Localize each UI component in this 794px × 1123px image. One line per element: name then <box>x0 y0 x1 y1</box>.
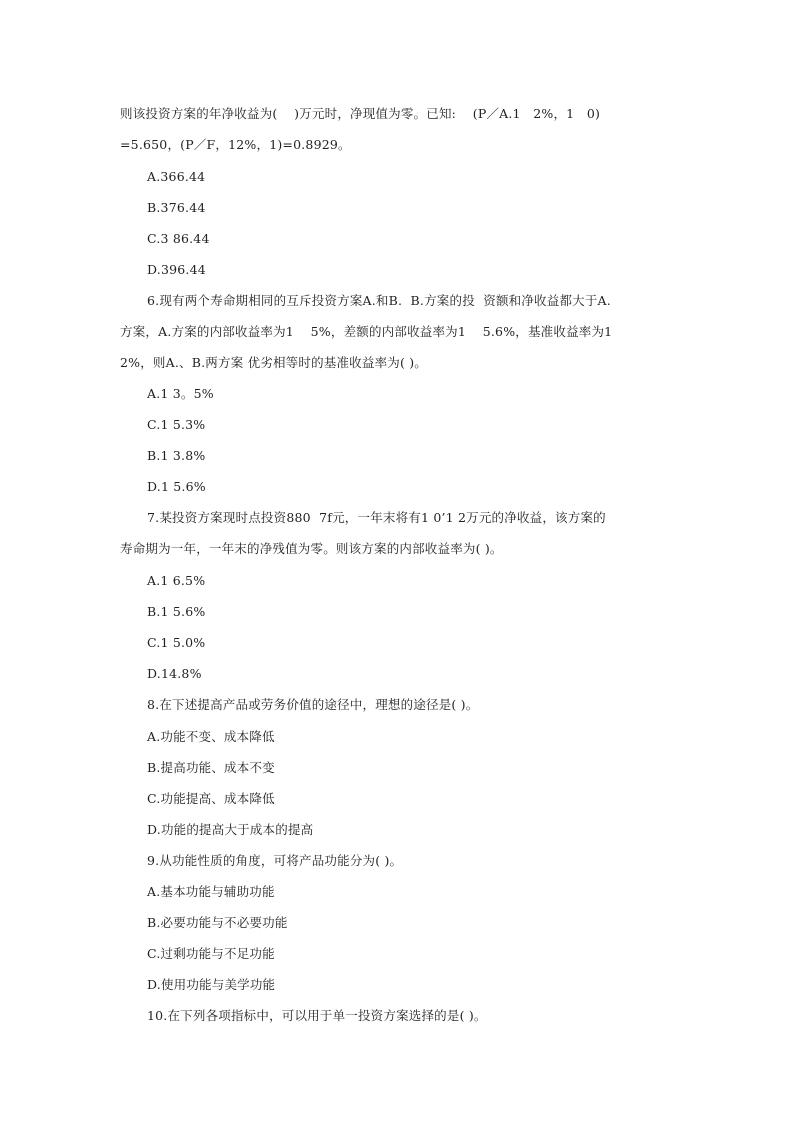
question-text-line: 方案，A.方案的内部收益率为1 5%，差额的内部收益率为1 5.6%，基准收益率为1 <box>120 324 613 339</box>
question-10-text: 10.在下列各项指标中，可以用于单一投资方案选择的是( )。 <box>147 1008 487 1023</box>
question-text-line: =5.650，(P／F，12%，1)=0.8929。 <box>120 137 351 152</box>
answer-option-c: C.1 5.0% <box>147 635 206 650</box>
answer-option-b: B.376.44 <box>147 200 206 215</box>
answer-option-a: A.1 6.5% <box>147 573 206 588</box>
question-8-text: 8.在下述提高产品或劳务价值的途径中，理想的途径是( )。 <box>147 697 479 712</box>
answer-option: C.1 5.3% <box>147 417 206 432</box>
answer-option-c: C.3 86.44 <box>147 231 210 246</box>
question-text-line: 则该投资方案的年净收益为( )万元时，净现值为零。已知: (P／A.1 2%，1 0) <box>120 106 601 121</box>
question-text-line: 寿命期为一年，一年末的净残值为零。则该方案的内部收益率为( )。 <box>120 541 503 556</box>
answer-option-b: B.提高功能、成本不变 <box>147 760 275 775</box>
answer-option-c: C.功能提高、成本降低 <box>147 791 275 806</box>
answer-option-d: D.396.44 <box>147 262 206 277</box>
answer-option: A.1 3。5% <box>147 386 214 401</box>
answer-option-d: D.功能的提高大于成本的提高 <box>147 822 314 837</box>
answer-option-d: D.14.8% <box>147 666 202 681</box>
question-text-line: 2%，则A.、B.两方案 优劣相等时的基准收益率为( )。 <box>120 355 427 370</box>
answer-option-a: A.功能不变、成本降低 <box>147 729 275 744</box>
answer-option-b: B.必要功能与不必要功能 <box>147 915 288 930</box>
answer-option-b: B.1 5.6% <box>147 604 206 619</box>
answer-option: D.1 5.6% <box>147 479 206 494</box>
answer-option-a: A.基本功能与辅助功能 <box>147 884 275 899</box>
question-7-text: 7.某投资方案现时点投资880 7f元，一年末将有1 0’1 2万元的净收益，该方案的 <box>147 510 606 525</box>
answer-option-c: C.过剩功能与不足功能 <box>147 946 275 961</box>
answer-option-a: A.366.44 <box>147 169 206 184</box>
answer-option-d: D.使用功能与美学功能 <box>147 977 276 992</box>
question-6-text: 6.现有两个寿命期相同的互斥投资方案A.和B. B.方案的投 资额和净收益都大于A. <box>147 293 611 308</box>
question-9-text: 9.从功能性质的角度，可将产品功能分为( )。 <box>147 853 403 868</box>
answer-option: B.1 3.8% <box>147 448 206 463</box>
